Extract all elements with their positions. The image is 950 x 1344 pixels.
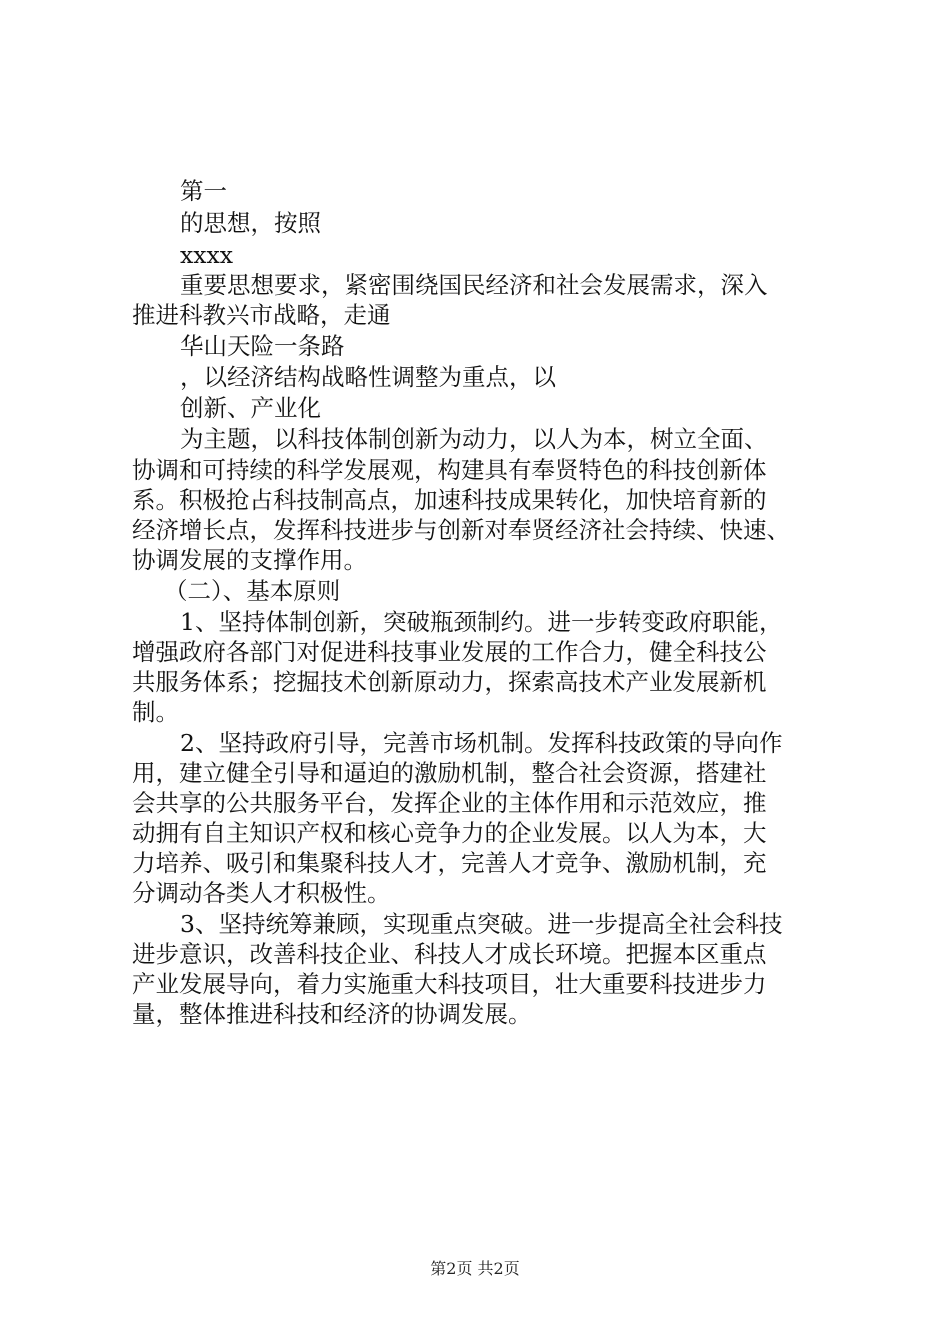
text-line: 会共享的公共服务平台，发挥企业的主体作用和示范效应，推 — [132, 789, 767, 817]
text-line: 动拥有自主知识产权和核心竞争力的企业发展。以人为本，大 — [132, 819, 767, 847]
text-line: 华山天险一条路 — [180, 332, 345, 360]
text-line: ，以经济结构战略性调整为重点，以 — [180, 363, 556, 391]
text-line: 量，整体推进科技和经济的协调发展。 — [132, 1000, 532, 1028]
text-line: 系。积极抢占科技制高点，加速科技成果转化，加快培育新的 — [132, 486, 767, 514]
text-line: 1、坚持体制创新，突破瓶颈制约。进一步转变政府职能， — [180, 608, 783, 636]
text-line: 2、坚持政府引导，完善市场机制。发挥科技政策的导向作 — [180, 729, 783, 757]
text-line: 用，建立健全引导和逼迫的激励机制，整合社会资源，搭建社 — [132, 759, 767, 787]
text-line: 进步意识，改善科技企业、科技人才成长环境。把握本区重点 — [132, 940, 767, 968]
section-heading: （二）、基本原则 — [164, 577, 341, 605]
text-line: 为主题，以科技体制创新为动力，以人为本，树立全面、 — [180, 425, 768, 453]
text-line: 推进科教兴市战略，走通 — [132, 301, 391, 329]
text-line: 协调发展的支撑作用。 — [132, 546, 367, 574]
text-line: 的思想，按照 — [180, 209, 321, 237]
text-line: 3、坚持统筹兼顾，实现重点突破。进一步提高全社会科技 — [180, 910, 783, 938]
text-line: 产业发展导向，着力实施重大科技项目，壮大重要科技进步力 — [132, 970, 767, 998]
text-line: 协调和可持续的科学发展观，构建具有奉贤特色的科技创新体 — [132, 456, 767, 484]
text-line: 分调动各类人才积极性。 — [132, 879, 391, 907]
text-line: 增强政府各部门对促进科技事业发展的工作合力，健全科技公 — [132, 638, 767, 666]
text-line: 重要思想要求，紧密围绕国民经济和社会发展需求，深入 — [180, 271, 768, 299]
text-line: 共服务体系；挖掘技术创新原动力，探索高技术产业发展新机 — [132, 668, 767, 696]
text-line: 力培养、吸引和集聚科技人才，完善人才竞争、激励机制，充 — [132, 849, 767, 877]
text-line: 制。 — [132, 698, 179, 726]
text-line: 创新、产业化 — [180, 394, 321, 422]
text-line: 第一 — [180, 177, 227, 205]
text-line: 经济增长点，发挥科技进步与创新对奉贤经济社会持续、快速、 — [132, 516, 790, 544]
page-footer: 第2页 共2页 — [430, 1259, 520, 1278]
text-line: xxxx — [180, 241, 234, 269]
